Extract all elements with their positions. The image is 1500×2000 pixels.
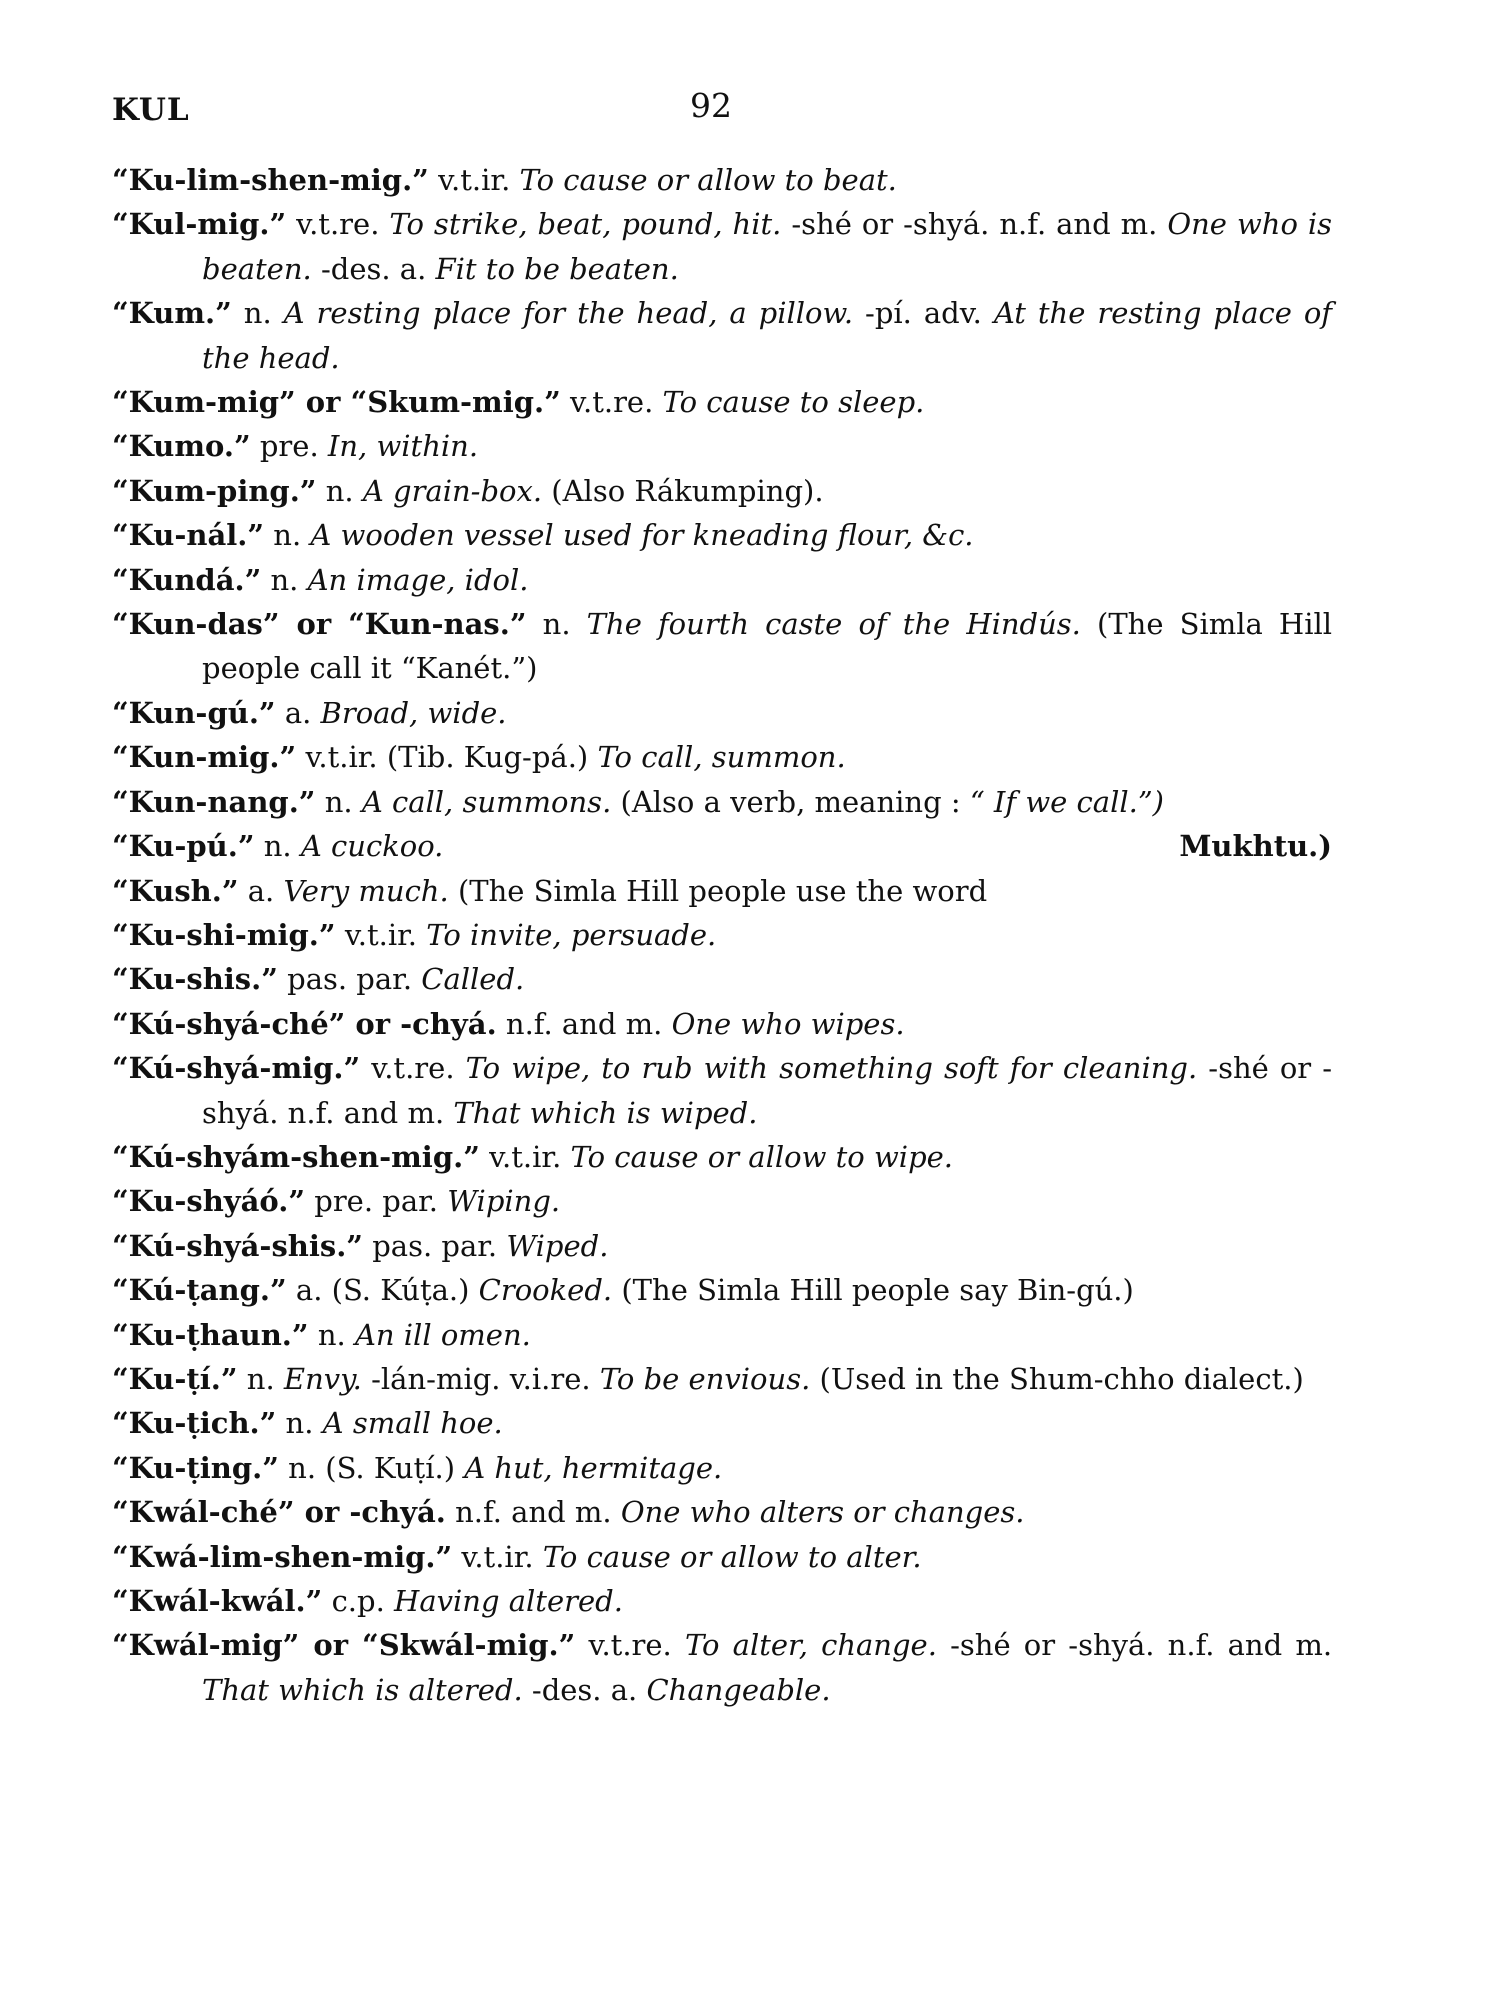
- entry: “Kumo.” pre. In, within.: [112, 429, 479, 464]
- entry: “Kú-shyá-ché” or -chyá. n.f. and m. One who wipes.: [112, 1006, 905, 1041]
- continued-note: Mukhtu.): [1179, 829, 1332, 864]
- running-head: KUL: [112, 92, 190, 128]
- entry: “Kwál-ché” or -chyá. n.f. and m. One who alters or changes.: [112, 1495, 1025, 1530]
- entry: “Ku-ṭhaun.” n. An ill omen.: [112, 1317, 531, 1352]
- entry: “Ku-shi-mig.” v.t.ir. To invite, persuade.: [112, 917, 717, 952]
- entry: “Kun-mig.” v.t.ir. (Tib. Kug-pá.) To call, summon.: [112, 740, 846, 775]
- entry: “Ku-nál.” n. A wooden vessel used for kneading flour, &c.: [112, 518, 974, 553]
- entry: “Ku-ṭí.” n. Envy. -lán-mig. v.i.re. To be envious. (Used in the Shum-chho dialect.): [112, 1361, 1304, 1396]
- entry: “Ku-shis.” pas. par. Called.: [112, 962, 525, 997]
- entry: “Ku-shyáó.” pre. par. Wiping.: [112, 1184, 561, 1219]
- entry: “Kwál-mig” or “Skwál-mig.” v.t.re. To alter, change. -shé or -shyá. n.f. and m. That which is altered. -des. a. Changeable.: [112, 1628, 1333, 1707]
- page-number: 92: [690, 86, 732, 125]
- entry: “Ku-ṭich.” n. A small hoe.: [112, 1406, 503, 1441]
- entry: “Kú-shyá-shis.” pas. par. Wiped.: [112, 1228, 609, 1263]
- entry: “Kum.” n. A resting place for the head, a pillow. -pí. adv. At the resting place of the head.: [112, 296, 1333, 375]
- entry: “Kun-das” or “Kun-nas.” n. The fourth caste of the Hindús. (The Simla Hill people call it “Kanét.”): [112, 607, 1333, 686]
- entry: “Kul-mig.” v.t.re. To strike, beat, pound, hit. -shé or -shyá. n.f. and m. One who is beaten. -des. a. Fit to be beaten.: [112, 207, 1333, 286]
- entry: “Ku-ṭing.” n. (S. Kuṭí.) A hut, hermitage.: [112, 1450, 723, 1485]
- entry: “Ku-pú.” n. A cuckoo. Mukhtu.): [112, 824, 1332, 868]
- entry: “Kú-shyám-shen-mig.” v.t.ir. To cause or allow to wipe.: [112, 1139, 954, 1174]
- entry: “Kush.” a. Very much. (The Simla Hill people use the word: [112, 873, 988, 908]
- entry: “Kwá-lim-shen-mig.” v.t.ir. To cause or allow to alter.: [112, 1539, 922, 1574]
- entry-list: [112, 158, 1332, 1712]
- entry: “Kun-gú.” a. Broad, wide.: [112, 695, 507, 730]
- entry: “Kú-shyá-mig.” v.t.re. To wipe, to rub with something soft for cleaning. -shé or -shyá. n.f. and m. That which is wiped.: [112, 1051, 1332, 1130]
- entry: “Kun-nang.” n. A call, summons. (Also a verb, meaning : “ If we call.”): [112, 784, 1164, 819]
- entry: “Kú-ṭang.” a. (S. Kúṭa.) Crooked. (The Simla Hill people say Bin-gú.): [112, 1273, 1134, 1308]
- entry: “Kum-ping.” n. A grain-box. (Also Rákumping).: [112, 473, 824, 508]
- entry: “Ku-lim-shen-mig.” v.t.ir. To cause or allow to beat.: [112, 163, 897, 197]
- entry: “Kwál-kwál.” c.p. Having altered.: [112, 1584, 623, 1618]
- entry: “Kundá.” n. An image, idol.: [112, 562, 529, 597]
- entry: “Kum-mig” or “Skum-mig.” v.t.re. To cause to sleep.: [112, 385, 925, 420]
